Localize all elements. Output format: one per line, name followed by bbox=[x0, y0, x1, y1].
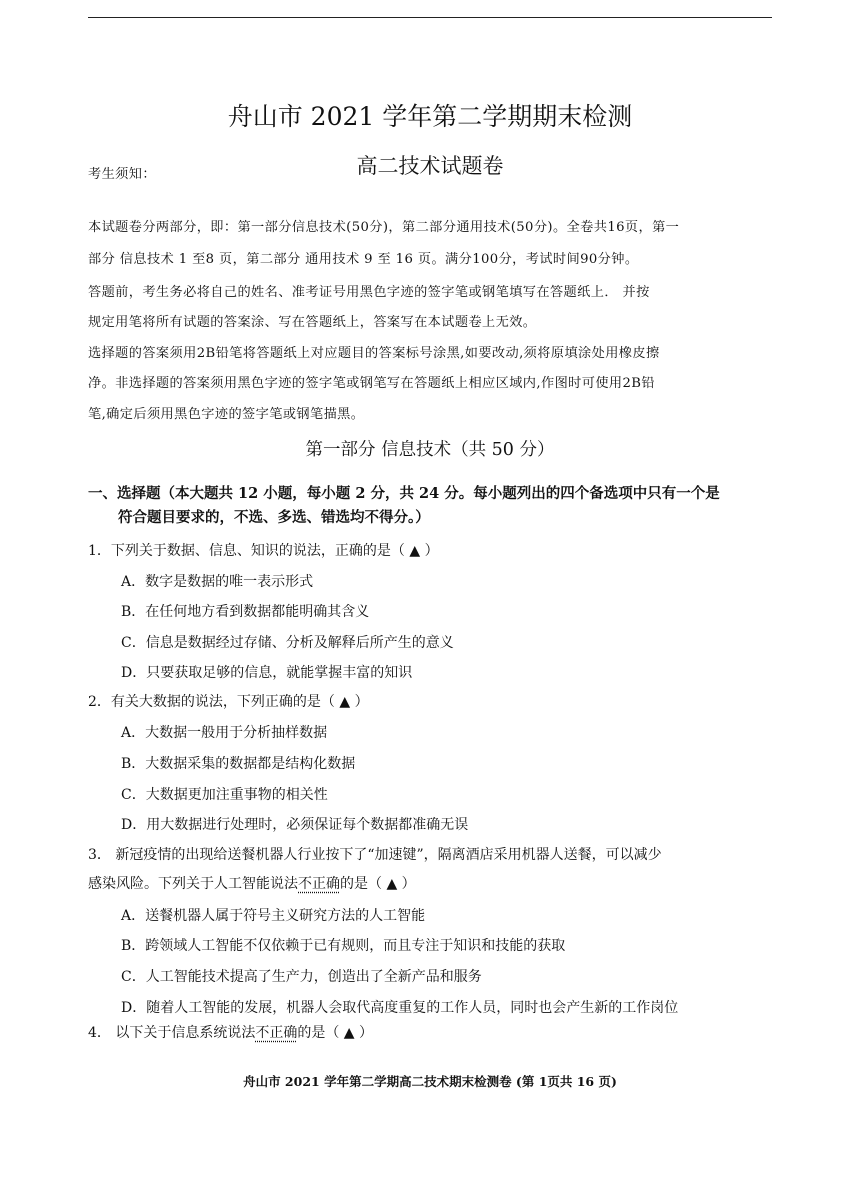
question-2-stem: 2．有关大数据的说法，下列正确的是（ ▲ ） bbox=[88, 694, 369, 710]
question-1-option-c: C．信息是数据经过存储、分析及解释后所产生的意义 bbox=[121, 635, 454, 651]
question-3-stem-cont bbox=[88, 873, 416, 893]
notice-line: 本试题卷分两部分，即：第一部分信息技术(50分)，第二部分通用技术(50分)。全卷共16页，第一 bbox=[88, 220, 680, 235]
question-3-emphasis: 不正确 bbox=[298, 876, 340, 892]
top-rule bbox=[88, 17, 772, 18]
question-1-option-a: A．数字是数据的唯一表示形式 bbox=[121, 574, 314, 590]
question-3-option-a: A．送餐机器人属于符号主义研究方法的人工智能 bbox=[121, 908, 426, 924]
question-3-stem-post: 的是（ ▲ ） bbox=[340, 876, 416, 892]
exam-title: 舟山市 2021 学年第二学期期末检测 bbox=[227, 102, 633, 131]
notice-line: 规定用笔将所有试题的答案涂、写在答题纸上，答案写在本试题卷上无效。 bbox=[88, 315, 537, 330]
question-1-option-b: B．在任何地方看到数据都能明确其含义 bbox=[121, 604, 370, 620]
section-title: 第一部分 信息技术（共 50 分） bbox=[305, 440, 555, 460]
notice-line: 答题前，考生务必将自己的姓名、准考证号用黑色字迹的签字笔或钢笔填写在答题纸上． 并按 bbox=[88, 285, 650, 300]
question-1-option-d: D．只要获取足够的信息，就能掌握丰富的知识 bbox=[121, 665, 413, 681]
question-4-stem-post: 的是（ ▲ ） bbox=[297, 1025, 374, 1041]
question-2-option-b: B．大数据采集的数据都是结构化数据 bbox=[121, 756, 356, 772]
notice-line: 笔,确定后须用黑色字迹的签字笔或钢笔描黑。 bbox=[88, 407, 365, 422]
question-2-option-c: C．大数据更加注重事物的相关性 bbox=[121, 787, 328, 803]
question-4-stem bbox=[88, 1022, 373, 1042]
question-2-option-d: D．用大数据进行处理时，必须保证每个数据都准确无误 bbox=[121, 817, 469, 833]
notice-line: 净。非选择题的答案须用黑色字迹的签字笔或钢笔写在答题纸上相应区域内,作图时可使用2B铅 bbox=[88, 376, 655, 391]
notice-line: 选择题的答案须用2B铅笔将答题纸上对应题目的答案标号涂黑,如要改动,须将原填涂处用橡皮擦 bbox=[88, 346, 660, 361]
notice-line: 部分 信息技术 1 至8 页，第二部分 通用技术 9 至 16 页。满分100分，考试时间90分钟。 bbox=[88, 252, 639, 267]
part-heading: 一、选择题（本大题共 12 小题，每小题 2 分，共 24 分。每小题列出的四个备选项中只有一个是 bbox=[88, 485, 720, 502]
question-3-stem-pre: 感染风险。下列关于人工智能说法 bbox=[88, 876, 298, 892]
question-3-stem: 3． 新冠疫情的出现给送餐机器人行业按下了“加速键”，隔离酒店采用机器人送餐，可以减少 bbox=[88, 847, 662, 863]
question-4-emphasis: 不正确 bbox=[255, 1025, 298, 1041]
question-3-option-d: D．随着人工智能的发展，机器人会取代高度重复的工作人员，同时也会产生新的工作岗位 bbox=[121, 1000, 679, 1016]
question-3-option-b: B．跨领域人工智能不仅依赖于已有规则，而且专注于知识和技能的获取 bbox=[121, 938, 566, 954]
notice-heading: 考生须知： bbox=[88, 167, 156, 182]
question-1-stem: 1．下列关于数据、信息、知识的说法，正确的是（ ▲ ） bbox=[88, 543, 439, 559]
question-2-option-a: A．大数据一般用于分析抽样数据 bbox=[121, 725, 328, 741]
part-heading-cont: 符合题目要求的，不选、多选、错选均不得分。） bbox=[118, 509, 430, 526]
question-3-option-c: C．人工智能技术提高了生产力，创造出了全新产品和服务 bbox=[121, 969, 482, 985]
page-footer: 舟山市 2021 学年第二学期高二技术期末检测卷 (第 1页共 16 页) bbox=[243, 1074, 617, 1089]
question-4-stem-pre: 4． 以下关于信息系统说法 bbox=[88, 1025, 256, 1041]
exam-subtitle: 高二技术试题卷 bbox=[356, 154, 504, 178]
